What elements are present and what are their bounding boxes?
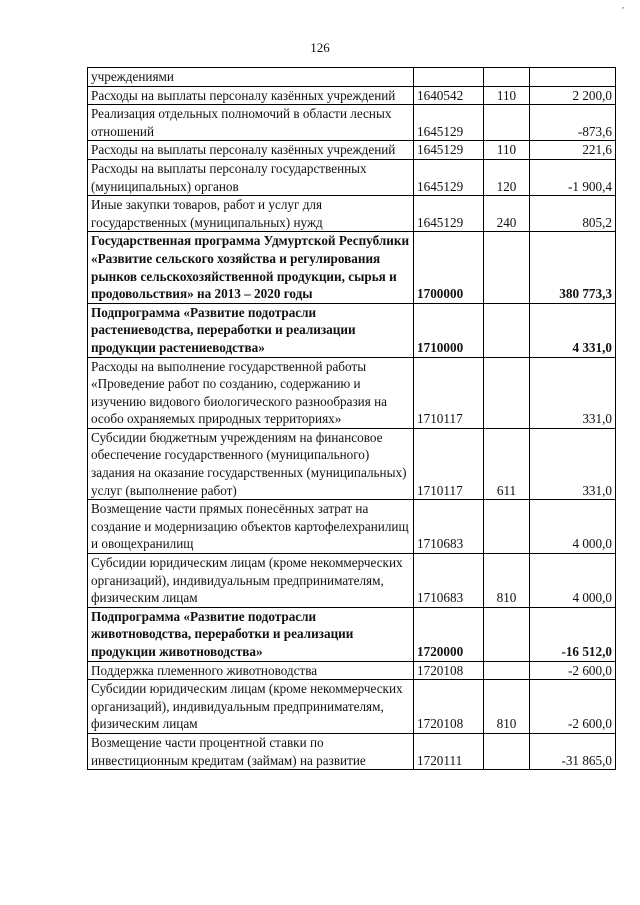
row-amount: -873,6 <box>530 105 616 141</box>
row-code: 1645129 <box>414 105 484 141</box>
corner-mark: ′ <box>622 6 625 17</box>
row-amount: -2 600,0 <box>530 661 616 680</box>
row-amount: -2 600,0 <box>530 680 616 734</box>
row-expense-type <box>484 607 530 661</box>
row-expense-type: 120 <box>484 159 530 195</box>
row-name: Иные закупки товаров, работ и услуг для государственных (муниципальных) нужд <box>88 196 414 232</box>
row-expense-type: 240 <box>484 196 530 232</box>
row-expense-type: 110 <box>484 141 530 160</box>
table-row <box>88 196 616 232</box>
row-code: 1720108 <box>414 661 484 680</box>
row-amount: 331,0 <box>530 357 616 428</box>
row-expense-type: 611 <box>484 428 530 499</box>
row-code <box>414 68 484 87</box>
row-expense-type: 810 <box>484 680 530 734</box>
row-name: Поддержка племенного животноводства <box>88 661 414 680</box>
row-expense-type: 110 <box>484 86 530 105</box>
row-amount: 805,2 <box>530 196 616 232</box>
row-amount: 2 200,0 <box>530 86 616 105</box>
row-amount: 4 000,0 <box>530 500 616 554</box>
row-code: 1710000 <box>414 303 484 357</box>
table-row <box>88 661 616 680</box>
table-row <box>88 303 616 357</box>
table-row <box>88 141 616 160</box>
row-code: 1720111 <box>414 733 484 769</box>
table-row <box>88 68 616 87</box>
row-code: 1645129 <box>414 196 484 232</box>
row-expense-type <box>484 357 530 428</box>
row-amount: 331,0 <box>530 428 616 499</box>
row-name: Расходы на выплаты персоналу казённых учреждений <box>88 141 414 160</box>
row-amount: 380 773,3 <box>530 232 616 303</box>
budget-table-body <box>88 68 616 770</box>
table-row <box>88 733 616 769</box>
budget-table <box>87 67 616 770</box>
row-name: Субсидии юридическим лицам (кроме некоммерческих организаций), индивидуальным предпринимателям, физическим лицам <box>88 554 414 608</box>
row-expense-type: 810 <box>484 554 530 608</box>
row-code: 1710117 <box>414 357 484 428</box>
table-row <box>88 607 616 661</box>
row-expense-type <box>484 105 530 141</box>
row-name: Субсидии юридическим лицам (кроме некоммерческих организаций), индивидуальным предпринимателям, физическим лицам <box>88 680 414 734</box>
row-code: 1710683 <box>414 554 484 608</box>
row-code: 1645129 <box>414 141 484 160</box>
page-number: 126 <box>310 40 330 55</box>
table-row <box>88 159 616 195</box>
row-name: учреждениями <box>88 68 414 87</box>
row-expense-type <box>484 500 530 554</box>
table-row <box>88 357 616 428</box>
row-expense-type <box>484 232 530 303</box>
table-row <box>88 105 616 141</box>
row-amount: -1 900,4 <box>530 159 616 195</box>
row-code: 1640542 <box>414 86 484 105</box>
row-expense-type <box>484 303 530 357</box>
row-name: Субсидии бюджетным учреждениям на финансовое обеспечение государственного (муниципального) задания на оказание государственных (муниципальных) услуг (выполнение работ) <box>88 428 414 499</box>
row-amount: -31 865,0 <box>530 733 616 769</box>
row-expense-type <box>484 733 530 769</box>
row-code: 1720108 <box>414 680 484 734</box>
row-code: 1700000 <box>414 232 484 303</box>
row-code: 1720000 <box>414 607 484 661</box>
row-amount: 4 000,0 <box>530 554 616 608</box>
row-name: Расходы на выполнение государственной работы «Проведение работ по созданию, содержанию и изучению видового биологического разнообразия на особо охраняемых природных территориях» <box>88 357 414 428</box>
row-expense-type <box>484 661 530 680</box>
table-row <box>88 428 616 499</box>
row-name: Реализация отдельных полномочий в области лесных отношений <box>88 105 414 141</box>
row-name: Подпрограмма «Развитие подотрасли растениеводства, переработки и реализации продукции растениеводства» <box>88 303 414 357</box>
row-name: Возмещение части процентной ставки по инвестиционным кредитам (займам) на развитие <box>88 733 414 769</box>
row-amount <box>530 68 616 87</box>
row-name: Возмещение части прямых понесённых затрат на создание и модернизацию объектов картофелехранилищ и овощехранилищ <box>88 500 414 554</box>
row-code: 1710683 <box>414 500 484 554</box>
row-code: 1710117 <box>414 428 484 499</box>
table-row <box>88 500 616 554</box>
row-name: Расходы на выплаты персоналу казённых учреждений <box>88 86 414 105</box>
row-code: 1645129 <box>414 159 484 195</box>
table-row <box>88 554 616 608</box>
row-name: Государственная программа Удмуртской Республики «Развитие сельского хозяйства и регулирования рынков сельскохозяйственной продукции, сырья и продовольствия» на 2013 – 2020 годы <box>88 232 414 303</box>
row-amount: -16 512,0 <box>530 607 616 661</box>
row-name: Подпрограмма «Развитие подотрасли животноводства, переработки и реализации продукции животноводства» <box>88 607 414 661</box>
table-row <box>88 680 616 734</box>
row-amount: 221,6 <box>530 141 616 160</box>
row-expense-type <box>484 68 530 87</box>
table-row <box>88 86 616 105</box>
table-row <box>88 232 616 303</box>
row-name: Расходы на выплаты персоналу государственных (муниципальных) органов <box>88 159 414 195</box>
row-amount: 4 331,0 <box>530 303 616 357</box>
